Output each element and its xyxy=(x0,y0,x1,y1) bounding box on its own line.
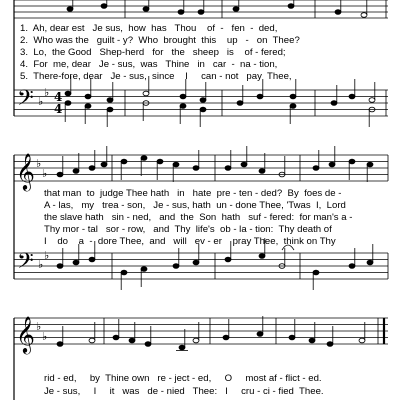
svg-text:♭: ♭ xyxy=(38,258,44,271)
svg-text:♭: ♭ xyxy=(42,330,48,343)
lyric-line: 2. Who was the guilt - y? Who brought this up - on Thee? xyxy=(20,35,300,46)
bass-clef-icon xyxy=(17,249,34,279)
lyric-line: rid - ed, by Thine own re - ject - ed, O most af - flict - ed. xyxy=(44,373,322,384)
treble-notes-1 xyxy=(67,0,367,17)
svg-text:𝄢: 𝄢 xyxy=(17,86,34,116)
lyric-line: 3. Lo, the Good Shep-herd for the sheep is of - fered; xyxy=(20,47,286,58)
treble-staff-2 xyxy=(14,155,388,181)
svg-text:4: 4 xyxy=(54,90,63,104)
lyric-line: Je - sus, I it was de - nied Thee: I cru - ci - fied Thee. xyxy=(44,386,324,397)
treble-clef-icon xyxy=(16,315,35,354)
lyric-line: 5. There-fore, dear Je - sus, since I can - not pay Thee, xyxy=(20,71,292,82)
lyric-line: the slave hath sin - ned, and the Son hath suf - fered: for man's a - xyxy=(44,212,353,223)
barlines-1 xyxy=(125,0,386,116)
svg-text:♭: ♭ xyxy=(42,167,48,180)
svg-text:𝄢: 𝄢 xyxy=(17,249,34,279)
svg-text:𝄞: 𝄞 xyxy=(16,315,35,353)
lyric-line: A - las, my trea - son, Je - sus, hath un - done Thee, 'Twas I, Lord xyxy=(44,200,346,211)
svg-text:♭: ♭ xyxy=(44,86,50,99)
treble-notes-3 xyxy=(57,316,365,351)
bass-notes-1 xyxy=(65,76,375,127)
svg-text:♭: ♭ xyxy=(36,157,42,170)
lyric-line: I do a - dore Thee, and will ev - er pray Thee, think on Thy xyxy=(44,236,336,247)
key-signature-flats-icon xyxy=(38,86,49,108)
treble-staff-3 xyxy=(14,318,388,344)
svg-text:♭: ♭ xyxy=(38,95,44,108)
svg-text:♭: ♭ xyxy=(36,320,42,333)
time-signature xyxy=(54,90,62,116)
lyric-line: 1. Ah, dear est Je sus, how has Thou of - fen - ded, xyxy=(20,23,278,34)
key-signature-flats-icon xyxy=(36,320,47,343)
treble-clef-icon xyxy=(16,152,35,191)
lyric-line: Thy mor - tal sor - row, and Thy life's ob - la - tion: Thy death of xyxy=(44,224,332,235)
lyric-line: that man to judge Thee hath in hate pre - ten - ded? By foes de - xyxy=(44,188,342,199)
lyric-line: 4. For me, dear Je - sus, was Thine in car - na - tion, xyxy=(20,59,278,70)
svg-text:𝄞: 𝄞 xyxy=(16,152,35,190)
bass-staff-2 xyxy=(14,253,388,279)
bass-clef-icon xyxy=(17,86,34,116)
svg-text:♭: ♭ xyxy=(44,249,50,262)
svg-text:4: 4 xyxy=(54,102,63,116)
